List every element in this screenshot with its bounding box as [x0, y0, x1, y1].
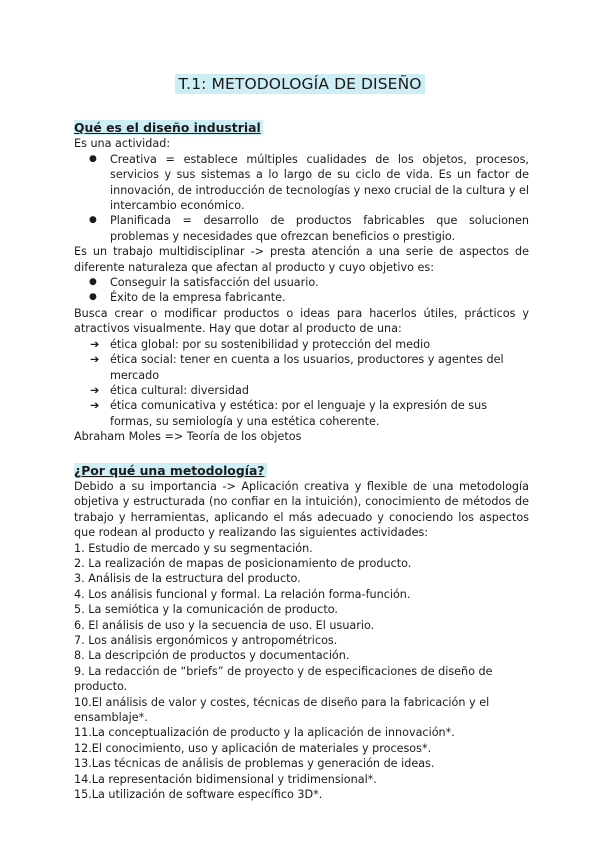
list-item: 5. La semiótica y la comunicación de producto.: [74, 603, 338, 617]
arrow-icon: ➔: [90, 353, 100, 367]
list-item: 7. Los análisis ergonómicos y antropométricos.: [74, 634, 338, 647]
list-item: 10.El análisis de valor y costes, técnicas de diseño para la fabricación y el ensamblaje*.: [74, 695, 490, 725]
list-item: 13.Las técnicas de análisis de problemas y generación de ideas.: [74, 757, 435, 771]
author-note: Abraham Moles => Teoría de los objetos: [74, 430, 302, 444]
list-item: 11.La conceptualización de producto y la aplicación de innovación*.: [74, 726, 455, 740]
list-item: 4. Los análisis funcional y formal. La relación forma-función.: [74, 587, 411, 601]
arrow-icon: ➔: [90, 399, 100, 413]
bullet-icon: ●: [89, 215, 97, 226]
section-heading: ¿Por qué una metodología?: [74, 462, 265, 478]
methodology-intro: Debido a su importancia -> Aplicación creativa y flexible de una metodología objetiva y estructurada (no confiar en la intuición), conocimiento de métodos de trabajo y herramientas, aplicando el más adecuado y conociendo los aspectos que rodean al producto y realizando las siguientes actividades:: [74, 479, 529, 540]
ethics-list: [74, 337, 529, 429]
multidisciplinary-text: Es un trabajo multidisciplinar -> presta atención a una serie de aspectos de diferente naturaleza que afectan al producto y cuyo objetivo es:: [74, 245, 529, 274]
list-item: 3. Análisis de la estructura del producto.: [74, 572, 301, 586]
list-item: ➔ ética global: por su sostenibilidad y protección del medio: [90, 337, 431, 351]
section-gap: [74, 445, 529, 463]
list-item: 9. La redacción de “briefs” de proyecto y de especificaciones de diseño de producto.: [74, 664, 493, 694]
list-item: ● Planificada = desarrollo de productos fabricables que solucionen problemas y necesidades que ofrezcan beneficios o prestigio.: [89, 214, 529, 243]
list-item: ● Creativa = establece múltiples cualidades de los objetos, procesos, servicios y sus sistemas a lo largo de su ciclo de vida. Es un factor de innovación, de introducción de tecnologías y nexo crucial de la cultura y el intercambio económico.: [89, 152, 529, 213]
section-methodology: [74, 463, 529, 803]
purpose-text: Busca crear o modificar productos o ideas para hacerlos útiles, prácticos y atractivos visualmente. Hay que dotar al producto de una:: [74, 306, 529, 336]
list-item: ● Conseguir la satisfacción del usuario.: [89, 276, 319, 290]
goal-list: [74, 275, 529, 306]
title-wrap: [0, 74, 600, 94]
list-item: 15.La utilización de software específico 3D*.: [74, 788, 323, 802]
intro-text: Es una actividad:: [74, 137, 171, 151]
document-body: [74, 120, 529, 802]
arrow-icon: ➔: [90, 337, 100, 351]
list-item: 6. El análisis de uso y la secuencia de uso. El usuario.: [74, 618, 375, 632]
list-item: 14.La representación bidimensional y tridimensional*.: [74, 772, 377, 786]
list-item: ➔ ética social: tener en cuenta a los usuarios, productores y agentes del mercado: [90, 353, 504, 382]
list-item: ➔ ética cultural: diversidad: [90, 383, 249, 397]
list-item: 8. La descripción de productos y documentación.: [74, 649, 350, 663]
list-item: 12.El conocimiento, uso y aplicación de materiales y procesos*.: [74, 741, 432, 755]
bullet-icon: ●: [89, 277, 97, 288]
list-item: 2. La realización de mapas de posicionamiento de producto.: [74, 556, 412, 570]
steps-list: [74, 541, 529, 803]
list-item: ● Éxito de la empresa fabricante.: [89, 291, 286, 305]
section-industrial-design: [74, 120, 529, 445]
section-heading: Qué es el diseño industrial: [74, 120, 261, 135]
bullet-icon: ●: [89, 153, 97, 164]
page-title: T.1: METODOLOGÍA DE DISEÑO: [175, 74, 424, 94]
arrow-icon: ➔: [90, 383, 100, 397]
list-item: 1. Estudio de mercado y su segmentación.: [74, 541, 313, 555]
list-item: ➔ ética comunicativa y estética: por el lenguaje y la expresión de sus formas, su semiología y una estética coherente.: [90, 399, 488, 428]
bullet-icon: ●: [89, 292, 97, 303]
activity-list: [74, 152, 529, 244]
